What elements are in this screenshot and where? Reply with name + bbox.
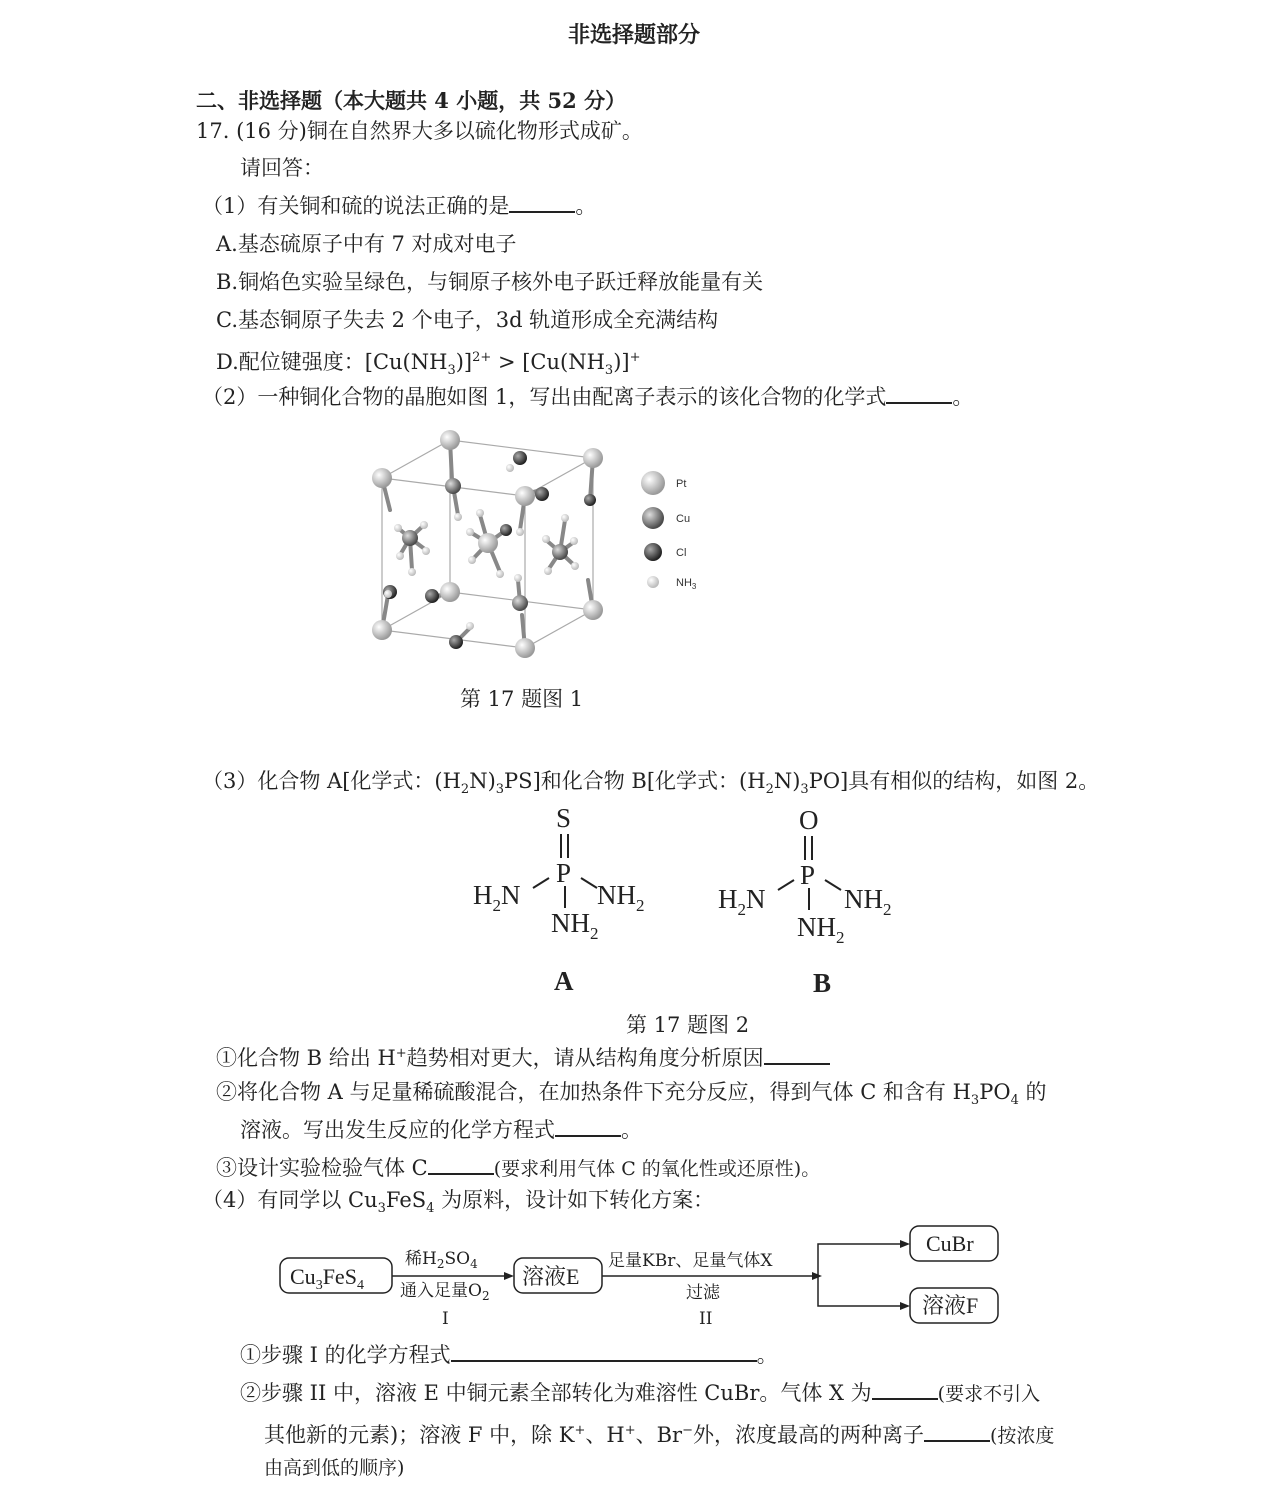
legend (641, 471, 697, 591)
sub4-prompt (202, 1187, 714, 1222)
sub3-s1: 2 (460, 782, 470, 798)
sub4-p-c: 为原料，设计如下转化方案： (434, 1188, 715, 1212)
sa-l-sub: 2 (492, 896, 501, 915)
option-d-ion2: [Cu(NH (522, 350, 605, 374)
sub3-p4: N) (773, 769, 801, 793)
legend-cu: Cu (676, 513, 691, 525)
sub3-item2-c: 的 (1018, 1080, 1047, 1104)
sub4-item1 (240, 1342, 778, 1368)
sub4-l2-sup1: + (574, 1423, 586, 1438)
structure-b-label: B (813, 968, 832, 998)
sub4-l2-sup2: + (624, 1423, 636, 1438)
sub2-prompt-text: （2）一种铜化合物的晶胞如图 1，写出由配离子表示的该化合物的化学式 (202, 385, 887, 409)
legend-nh3 (676, 577, 697, 591)
structure-a-label: A (554, 966, 574, 996)
flow-step1-bottom (400, 1281, 490, 1303)
answer-blank-4-3[interactable] (924, 1422, 990, 1442)
sub3-item2-sub4: 4 (1010, 1093, 1019, 1109)
sub3-s3: 2 (765, 782, 774, 798)
flow-step1-top (405, 1249, 478, 1271)
structure-a-top-atom: S (556, 803, 572, 833)
sub3-item1-b: 趋势相对更大，请从结构角度分析原因 (406, 1046, 764, 1070)
flow-start-sub2: 4 (356, 1278, 364, 1293)
structure-b-double-bond (805, 836, 812, 860)
option-d (216, 345, 640, 384)
flow-product1-label: CuBr (926, 1231, 974, 1256)
option-d-sup2: + (629, 350, 641, 365)
flow-start-b: FeS (322, 1264, 357, 1289)
sb-l-h: H (718, 884, 738, 914)
sb-r-sub: 2 (883, 900, 892, 919)
option-d-prefix: D.配位键强度： (216, 350, 365, 374)
flow-s1t-b: SO (444, 1249, 471, 1269)
section-title: 非选择题部分 (568, 22, 701, 48)
flow-start-a: Cu (290, 1264, 316, 1289)
sub3-item2-sub3: 3 (970, 1093, 980, 1109)
sub4-item2 (240, 1380, 1040, 1407)
structure-b (712, 800, 912, 1000)
structure-b-bottom-amine (797, 912, 845, 947)
structure-a (465, 800, 665, 1000)
structure-a-bottom-amine (551, 908, 599, 943)
sb-b-nh: NH (797, 912, 836, 942)
sub4-l2-sup3: − (682, 1423, 694, 1438)
flow-mid-label: 溶液E (522, 1264, 580, 1289)
sub3-item1-a: ①化合物 B 给出 H (216, 1046, 396, 1070)
option-d-ion1: [Cu(NH (364, 350, 448, 374)
flow-s1t-sub: 2 (436, 1257, 445, 1271)
crystal-cell-figure (360, 420, 720, 670)
answer-blank-3-3[interactable] (428, 1155, 494, 1175)
sub2-prompt (202, 384, 973, 410)
sa-l-h: H (473, 880, 493, 910)
sb-r-nh: NH (844, 884, 883, 914)
sa-b-nh: NH (551, 908, 590, 938)
structure-a-left-amine (473, 880, 521, 915)
sa-b-sub: 2 (590, 924, 599, 943)
sub3-item2 (216, 1079, 1047, 1114)
answer-blank-2[interactable] (886, 384, 952, 404)
sub3-item3-b: (要求利用气体 C 的氧化性或还原性)。 (493, 1158, 821, 1180)
sub3-s4: 3 (800, 782, 809, 798)
sub4-item1-text: ①步骤 I 的化学方程式 (240, 1343, 451, 1367)
sub4-p-s3: 3 (377, 1201, 386, 1217)
sa-r-nh: NH (597, 880, 636, 910)
flow-s1b-a: 通入足量O (400, 1281, 482, 1301)
sub4-l2-b: 、H (585, 1423, 625, 1447)
sub4-p-s4: 4 (426, 1201, 435, 1217)
structure-a-right-amine (597, 880, 645, 915)
answer-blank-3-1[interactable] (764, 1045, 830, 1065)
flow-start-label (290, 1264, 364, 1293)
structure-b-top-atom: O (799, 805, 819, 835)
flow-step1-label: I (442, 1309, 449, 1329)
option-d-sub1: 3 (447, 363, 456, 379)
sub2-suffix: 。 (952, 385, 974, 409)
sb-b-sub: 2 (836, 928, 845, 947)
sa-r-sub: 2 (636, 896, 645, 915)
part-heading: 二、非选择题（本大题共 4 小题，共 52 分） (196, 88, 627, 113)
flow-s1t-sub2: 4 (470, 1257, 478, 1271)
sub1-prompt (202, 193, 596, 219)
option-a: A.基态硫原子中有 7 对成对电子 (216, 232, 517, 256)
flow-step2-top: 足量KBr、足量气体X (608, 1251, 773, 1271)
legend-pt: Pt (676, 478, 687, 490)
legend-nh3-sub: 3 (691, 582, 697, 591)
sub1-prompt-text: （1）有关铜和硫的说法正确的是 (202, 194, 510, 218)
sa-l-n: N (501, 880, 521, 910)
sub1-suffix: 。 (575, 194, 597, 218)
flow-start-sub: 3 (315, 1278, 323, 1293)
structure-b-center-atom: P (800, 860, 816, 890)
option-d-sup1: 2+ (472, 350, 492, 365)
flow-s1b-sub: 2 (481, 1289, 490, 1303)
sub4-l2-c: 、Br (635, 1423, 683, 1447)
sub3-s2: 3 (495, 782, 505, 798)
sub3-item1-sup: + (395, 1046, 407, 1061)
sub4-l2-a: 其他新的元素)；溶液 F 中，除 K (264, 1423, 575, 1447)
option-c: C.基态铜原子失去 2 个电子，3d 轨道形成全充满结构 (216, 308, 719, 332)
structure-b-left-amine (718, 884, 766, 919)
sub3-p3: PS]和化合物 B[化学式：(H (504, 769, 766, 793)
flow-step2-label: II (699, 1309, 713, 1329)
sub3-item2-line2 (240, 1117, 642, 1143)
sub3-item2-b: PO (979, 1080, 1011, 1104)
please-answer: 请回答： (240, 156, 324, 180)
structure-a-double-bond (561, 834, 568, 858)
option-b: B.铜焰色实验呈绿色，与铜原子核外电子跃迁释放能量有关 (216, 270, 764, 294)
sub3-item3-a: ③设计实验检验气体 C (216, 1156, 428, 1180)
sub4-item2-b: (要求不引入 (937, 1383, 1041, 1405)
sub4-l2-d: 外，浓度最高的两种离子 (693, 1423, 925, 1447)
answer-blank-4-1[interactable] (451, 1342, 757, 1362)
option-d-gt: > (491, 350, 523, 374)
sub4-p-b: FeS (385, 1188, 427, 1212)
flow-s1t-a: 稀H (405, 1249, 437, 1269)
option-d-close1: )] (455, 350, 473, 374)
sb-l-sub: 2 (737, 900, 746, 919)
flow-step2-bottom: 过滤 (686, 1283, 720, 1303)
sub3-item2-a: ②将化合物 A 与足量稀硫酸混合，在加热条件下充分反应，得到气体 C 和含有 H (216, 1080, 971, 1104)
answer-blank-1[interactable] (509, 193, 575, 213)
sub3-item2-suffix: 。 (621, 1118, 642, 1142)
legend-cl: Cl (676, 547, 687, 559)
sub3-p2: N) (469, 769, 496, 793)
structure-a-center-atom: P (556, 858, 572, 888)
answer-blank-4-2[interactable] (872, 1380, 938, 1400)
sb-l-n: N (746, 884, 766, 914)
sub4-item1-suffix: 。 (756, 1343, 778, 1367)
sub4-item2-line2 (264, 1418, 1054, 1449)
figure-1-caption: 第 17 题图 1 (460, 687, 584, 711)
sub4-item2-line3: 由高到低的顺序) (264, 1457, 405, 1479)
sub3-p5: PO]具有相似的结构，如图 2。 (808, 769, 1100, 793)
sub3-item3 (216, 1155, 820, 1182)
flow-product2-label: 溶液F (922, 1293, 979, 1318)
figure-2-caption: 第 17 题图 2 (626, 1013, 750, 1037)
structure-b-right-amine (844, 884, 892, 919)
conversion-flow (270, 1220, 1010, 1340)
option-d-sub2: 3 (604, 363, 614, 379)
answer-blank-3-2[interactable] (555, 1117, 621, 1137)
sub4-item2-a: ②步骤 II 中，溶液 E 中铜元素全部转化为难溶性 CuBr。气体 X 为 (240, 1381, 872, 1405)
sub3-prompt (202, 768, 1099, 803)
sub3-item2-line2-text: 溶液。写出发生反应的化学方程式 (240, 1118, 555, 1142)
option-d-close2: )] (613, 350, 630, 374)
sub3-p1: （3）化合物 A[化学式：(H (202, 769, 461, 793)
sub4-p-a: （4）有同学以 Cu (202, 1188, 378, 1212)
sub3-item1 (216, 1041, 830, 1071)
question-17-stem: 17. (16 分)铜在自然界大多以硫化物形式成矿。 (196, 119, 643, 143)
legend-nh3-text: NH (676, 577, 692, 589)
sub4-l2-e: (按浓度 (990, 1425, 1055, 1447)
